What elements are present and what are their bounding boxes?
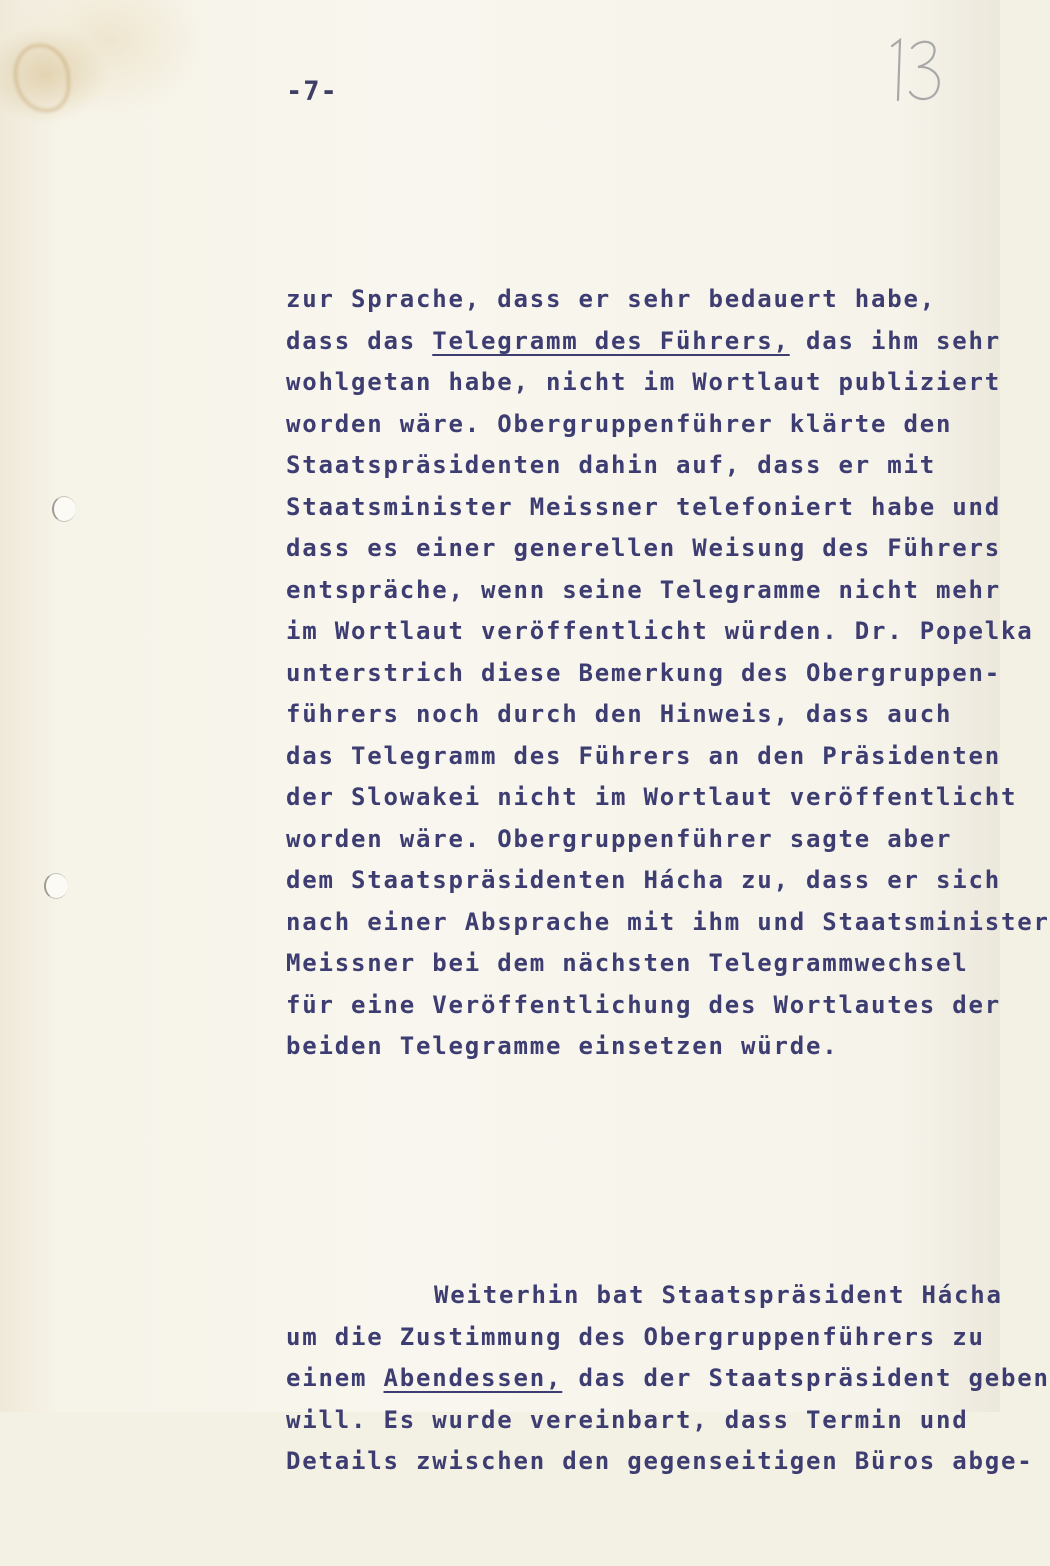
handwritten-folio-number: [886, 36, 948, 106]
punch-hole-bottom: [44, 873, 68, 899]
text-line: [286, 819, 991, 861]
text-segment: Details zwischen den gegenseitigen Büros abge-: [286, 1447, 1034, 1475]
punch-hole-top: [52, 496, 76, 522]
text-segment: Meissner bei dem nächsten Telegrammwechsel: [286, 949, 969, 977]
text-line: [286, 777, 1018, 819]
text-segment: der Slowakei nicht im Wortlaut veröffentlicht: [286, 783, 1018, 811]
text-segment: beiden Telegramme einsetzen würde.: [286, 1032, 839, 1060]
text-line: [286, 279, 991, 321]
text-segment: das der Staatspräsident geben: [562, 1364, 1050, 1392]
text-line: [286, 487, 1001, 529]
text-segment: unterstrich diese Bemerkung des Obergruppen-: [286, 658, 1001, 687]
text-segment: das Telegramm des Führers an den Präsidenten: [286, 741, 1001, 770]
text-segment: Weiterhin bat Staatspräsident Hácha: [434, 1281, 1003, 1309]
text-segment: will. Es wurde vereinbart, dass Termin und: [286, 1405, 969, 1434]
text-segment: wohlgetan habe, nicht im Wortlaut publiziert: [286, 368, 1001, 396]
text-line: [286, 694, 991, 736]
text-segment: um die Zustimmung des Obergruppenführers zu: [286, 1322, 985, 1351]
text-segment: führers noch durch den Hinweis, dass auch: [286, 700, 953, 728]
text-line: [286, 445, 991, 487]
text-line: [286, 1317, 991, 1359]
text-segment: nach einer Absprache mit ihm und Staatsminister: [286, 907, 1050, 936]
text-line: [286, 736, 1001, 778]
text-line: [286, 570, 1001, 612]
text-segment: das ihm sehr: [789, 326, 1001, 355]
text-line: [286, 528, 1001, 570]
text-segment: dass das: [286, 326, 433, 355]
text-line: [286, 1358, 1050, 1400]
text-line: [286, 321, 1001, 363]
folio-13-handwriting: [886, 36, 948, 106]
text-line: [286, 943, 991, 985]
text-segment: dem Staatspräsidenten Hácha zu, dass er sich: [286, 866, 1001, 894]
paragraph-2: [286, 1275, 1050, 1483]
text-line: [286, 653, 1001, 695]
text-line: [286, 1275, 1003, 1317]
paragraph-gap: [286, 1151, 991, 1193]
paragraph-1: [286, 279, 1050, 1068]
text-line: [286, 1441, 1034, 1483]
text-line: [286, 611, 1034, 653]
text-segment: worden wäre. Obergruppenführer sagte aber: [286, 824, 953, 853]
text-line: [286, 860, 1001, 902]
text-segment: entspräche, wenn seine Telegramme nicht mehr: [286, 575, 1001, 604]
typewritten-body: [286, 196, 1050, 1566]
water-stain: [14, 44, 70, 112]
text-segment: worden wäre. Obergruppenführer klärte den: [286, 409, 953, 438]
text-segment: für eine Veröffentlichung des Wortlautes der: [286, 990, 1001, 1019]
underlined-text: Telegramm des Führers,: [432, 326, 790, 355]
text-segment: Staatspräsidenten dahin auf, dass er mit: [286, 451, 936, 479]
text-line: [286, 1400, 991, 1442]
text-line: [286, 404, 991, 446]
text-segment: einem: [286, 1364, 384, 1392]
text-segment: dass es einer generellen Weisung des Führers: [286, 534, 1001, 562]
underlined-text: Abendessen,: [383, 1364, 563, 1392]
text-line: [286, 985, 1001, 1027]
page-number: -7-: [286, 76, 338, 107]
text-line: [286, 362, 1001, 404]
text-segment: im Wortlaut veröffentlicht würden. Dr. Popelka: [286, 617, 1034, 645]
text-segment: zur Sprache, dass er sehr bedauert habe,: [286, 285, 936, 313]
text-line: [286, 902, 1050, 944]
text-line: [286, 1026, 991, 1068]
text-segment: Staatsminister Meissner telefoniert habe und: [286, 492, 1001, 521]
